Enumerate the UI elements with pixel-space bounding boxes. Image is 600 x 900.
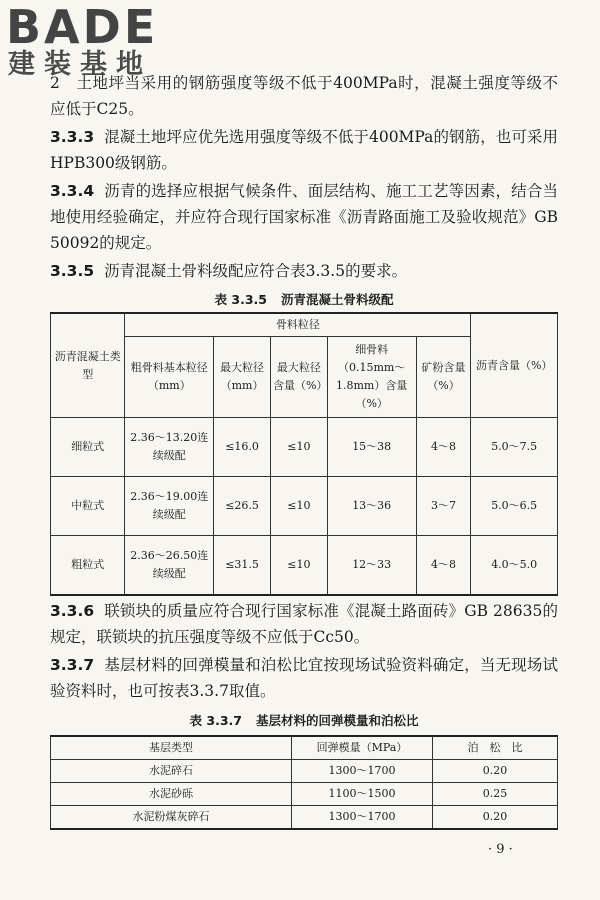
caption-number: 表 3.3.5 xyxy=(214,292,267,307)
cell: ≤10 xyxy=(271,477,328,536)
cell: 水泥砂砾 xyxy=(51,783,292,806)
logo-word: BADE xyxy=(6,0,159,54)
section-number: 3.3.7 xyxy=(50,656,95,674)
header-cell: 基层类型 xyxy=(51,736,292,760)
table-row xyxy=(51,760,558,783)
cell: ≤10 xyxy=(271,536,328,596)
cell: 5.0～7.5 xyxy=(471,418,558,477)
body-section-1 xyxy=(50,70,558,286)
section-number: 3.3.5 xyxy=(50,262,95,280)
header-cell: 最大粒径含量（%） xyxy=(271,337,328,418)
cell: 水泥粉煤灰碎石 xyxy=(51,806,292,830)
cell: 15～38 xyxy=(327,418,416,477)
paragraph xyxy=(50,598,558,650)
body-section-2 xyxy=(50,598,558,706)
table-row xyxy=(51,418,558,477)
header-cell: 沥青混凝土类型 xyxy=(51,313,125,418)
caption-title: 基层材料的回弹模量和泊松比 xyxy=(255,713,419,728)
cell: 0.20 xyxy=(433,806,558,830)
paragraph-text: 联锁块的质量应符合现行国家标准《混凝土路面砖》GB 28635的规定，联锁块的抗压强度等级不应低于Cc50。 xyxy=(50,602,558,646)
table-caption xyxy=(50,290,558,308)
caption-title: 沥青混凝土骨料级配 xyxy=(280,292,394,307)
table-row xyxy=(51,783,558,806)
cell: 2.36～13.20连续级配 xyxy=(125,418,214,477)
cell: 粗粒式 xyxy=(51,536,125,596)
cell: ≤10 xyxy=(271,418,328,477)
cell: 水泥碎石 xyxy=(51,760,292,783)
cell: 13～36 xyxy=(327,477,416,536)
cell: 1300～1700 xyxy=(292,806,433,830)
cell: 1300～1700 xyxy=(292,760,433,783)
watermark-logo xyxy=(6,0,159,80)
header-group-cell: 骨料粒径 xyxy=(125,313,471,337)
base-material-table xyxy=(50,735,558,830)
paragraph xyxy=(50,178,558,256)
page-number: · 9 · xyxy=(488,842,513,857)
paragraph xyxy=(50,258,558,284)
paragraph xyxy=(50,124,558,176)
cell: 1100～1500 xyxy=(292,783,433,806)
header-cell: 最大粒径（mm） xyxy=(214,337,271,418)
paragraph-text: 基层材料的回弹模量和泊松比宜按现场试验资料确定，当无现场试验资料时，也可按表3.3.7取值。 xyxy=(50,656,558,700)
section-number: 3.3.3 xyxy=(50,128,95,146)
cell: 2.36～19.00连续级配 xyxy=(125,477,214,536)
cell: 细粒式 xyxy=(51,418,125,477)
table-row xyxy=(51,806,558,830)
cell: 0.20 xyxy=(433,760,558,783)
cell: 2.36～26.50连续级配 xyxy=(125,536,214,596)
header-cell: 泊 松 比 xyxy=(433,736,558,760)
cell: 3～7 xyxy=(416,477,471,536)
paragraph-text: 混凝土地坪应优先选用强度等级不低于400MPa的钢筋，也可采用HPB300级钢筋。 xyxy=(50,128,558,172)
paragraph-text: 2 土地坪当采用的钢筋强度等级不低于400MPa时，混凝土强度等级不应低于C25。 xyxy=(50,74,558,118)
paragraph-text: 沥青的选择应根据气候条件、面层结构、施工工艺等因素，结合当地使用经验确定，并应符合现行国家标准《沥青路面施工及验收规范》GB 50092的规定。 xyxy=(50,182,558,252)
cell: 中粒式 xyxy=(51,477,125,536)
table-caption xyxy=(50,711,558,729)
table-header-row xyxy=(51,736,558,760)
cell: 12～33 xyxy=(327,536,416,596)
header-cell: 沥青含量（%） xyxy=(471,313,558,418)
section-number: 3.3.6 xyxy=(50,602,95,620)
header-cell: 矿粉含量（%） xyxy=(416,337,471,418)
table-header-row xyxy=(51,313,558,337)
cell: 5.0～6.5 xyxy=(471,477,558,536)
cell: 4～8 xyxy=(416,536,471,596)
cell: ≤26.5 xyxy=(214,477,271,536)
section-number: 3.3.4 xyxy=(50,182,95,200)
caption-number: 表 3.3.7 xyxy=(189,713,242,728)
header-cell: 细骨料（0.15mm～1.8mm）含量（%） xyxy=(327,337,416,418)
paragraph xyxy=(50,652,558,704)
cell: 0.25 xyxy=(433,783,558,806)
header-cell: 粗骨料基本粒径（mm） xyxy=(125,337,214,418)
header-cell: 回弹模量（MPa） xyxy=(292,736,433,760)
paragraph-text: 沥青混凝土骨料级配应符合表3.3.5的要求。 xyxy=(104,262,408,280)
cell: 4.0～5.0 xyxy=(471,536,558,596)
aggregate-grading-table xyxy=(50,312,558,596)
cell: ≤31.5 xyxy=(214,536,271,596)
table-row xyxy=(51,536,558,596)
logo-subtitle: 建装基地 xyxy=(8,49,152,80)
cell: ≤16.0 xyxy=(214,418,271,477)
table-row xyxy=(51,477,558,536)
cell: 4～8 xyxy=(416,418,471,477)
